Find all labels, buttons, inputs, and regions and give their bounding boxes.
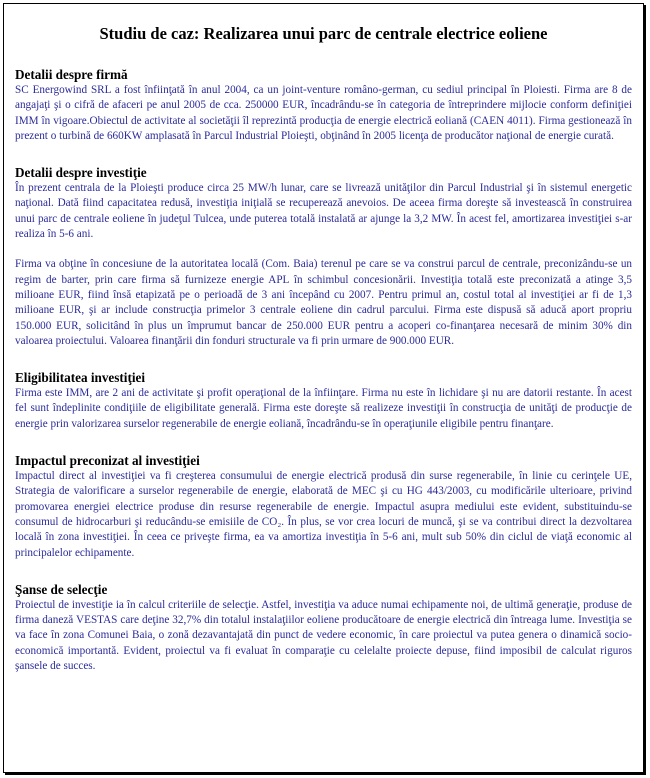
section-eligibility: [15, 370, 632, 432]
section-paragraph: Impactul direct al investiţiei va fi creşterea consumului de energie electrică produsă din surse regenerabile, în linie cu cerinţele UE, Strategia de valorificare a surselor regenerabile de energie, elaborată de MEC şi cu HG 443/2003, cu modificările ulterioare, privind promovarea energiei electrice produse din resurse regenerabile de energie. Impactul asupra mediului este evident, substituindu-se consumul de hidrocarburi şi reducându-se emisiile de CO₂. În plus, se vor crea locuri de muncă, şi se va contribui direct la dezvoltarea locală în zona investiţiei. În ceea ce priveşte firma, ea va amortiza investiţia în 5-6 ani, mult sub 50% din ciclul de viaţă economic al principalelor echipamente.: [15, 470, 632, 559]
section-paragraph: Proiectul de investiţie ia în calcul criteriile de selecţie. Astfel, investiţia va aduce numai echipamente noi, de ultimă generaţie, produse de firma daneză VESTAS care deţine 32,7% din totalul instalaţiilor eoliene producătoare de energie electrică din întreaga lume. Investiţia se va face în zona Comunei Baia, o zonă dezavantajată din punct de vedere economic, în care proiectul va putea genera o dinamică socio-economică importantă. Evident, proiectul va fi evaluat în comparaţie cu celelalte proiecte depuse, fiind imposibil de calculat riguros şansele de succes.: [15, 598, 632, 673]
section-paragraph: Firma este IMM, are 2 ani de activitate şi profit operaţional de la înfiinţare. Firma nu este în lichidare şi nu are datorii restante. În acest fel sunt îndeplinite condiţiile de eligibilitate generală. Firma este doreşte să realizeze investiţii în construcţia de unităţi de producţie de energie prin valorizarea surselor regenerabile de energie eoliană, încadrându-se în operaţiunile eligibile pentru finanţare.: [15, 387, 632, 430]
section-company-details: [15, 67, 632, 144]
section-investment-details: [15, 165, 632, 349]
section-paragraph: În prezent centrala de la Ploieşti produce circa 25 MW/h lunar, care se livrează unităţilor din Parcul Industrial şi în sistemul energetic naţional. Dată fiind capacitatea redusă, investiţia iniţială se recuperează anevoios. De aceea firma doreşte să investească în construirea unui parc de centrale eoliene în judeţul Tulcea, unde puterea totală instalată ar ajunge la 3,2 MW. În acest fel, amortizarea investiţiei s-ar realiza în 5-6 ani.: [15, 182, 632, 241]
section-heading: Detalii despre investiţie: [15, 165, 147, 181]
section-heading: Detalii despre firmă: [15, 67, 128, 82]
section-selection-chances: [15, 582, 632, 674]
section-paragraph: SC Energowind SRL a fost înfiinţată în anul 2004, ca un joint-venture româno-german, cu sediul principal în Ploiesti. Firma are 8 de angajaţi şi o cifră de afaceri pe anul 2005 de cca. 250000 EUR, încadrându-se în categoria de întreprindere mijlocie conform definiţiei IMM în vigoare.Obiectul de activitate al societăţii îl reprezintă producţia de energie electrică eoliană (CAEN 4011). Firma gestionează în prezent o turbină de 660KW amplasată în Parcul Industrial Ploieşti, obţinând în 2005 licenţa de producător naţional de energie curată.: [15, 84, 632, 142]
page-title: Studiu de caz: Realizarea unui parc de centrale electrice eoliene: [99, 24, 548, 43]
section-impact: [15, 453, 632, 561]
section-heading: Şanse de selecţie: [15, 581, 108, 597]
section-heading: Impactul preconizat al investiţiei: [15, 453, 200, 469]
case-study-text-box: [3, 3, 644, 773]
section-paragraph: Firma va obţine în concesiune de la autoritatea locală (Com. Baia) terenul pe care se va construi parcul de centrale, preconizându-se un regim de barter, prin care firma să furnizeze energie APL în schimbul concesionării. Investiţia totală este preconizată a atinge 3,5 milioane EUR, fiind însă etapizată pe o perioadă de 3 ani începând cu 2007. Pentru primul an, costul total al investiţiei ar fi de 1,3 milioane EUR, şi ar include construcţia primelor 3 centrale eoliene din cadrul parcului. Firma este dispusă să aducă aport propriu 150.000 EUR, solicitând în plus un împrumut bancar de 250.000 EUR pentru a acoperi co-finanţarea necesară de minim 30% din valoarea proiectului. Valoarea finanţării din fonduri structurale va fi prin urmare de 900.000 EUR.: [15, 258, 632, 347]
section-heading: Eligibilitatea investiţiei: [15, 370, 146, 386]
